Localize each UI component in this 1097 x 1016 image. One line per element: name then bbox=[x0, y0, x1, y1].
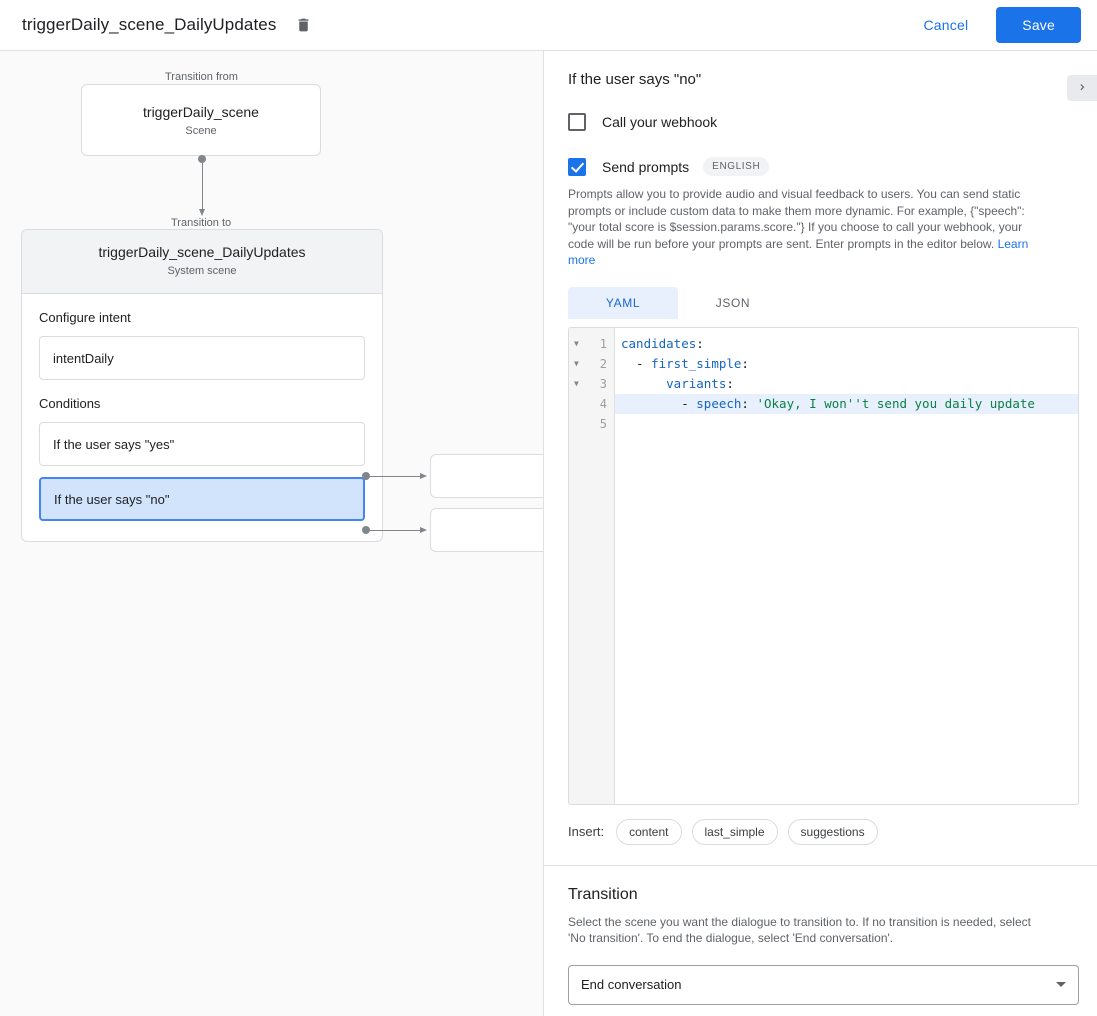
edge-dot bbox=[362, 472, 370, 480]
gutter-line bbox=[569, 334, 614, 354]
call-webhook-label: Call your webhook bbox=[602, 114, 718, 130]
transition-to-label: Transition to bbox=[166, 217, 236, 229]
node-stub-yes[interactable] bbox=[430, 454, 543, 498]
code-token: - bbox=[621, 355, 652, 371]
edge-condition-yes bbox=[362, 471, 427, 481]
chevron-down-icon bbox=[1056, 982, 1066, 987]
connector-dot bbox=[198, 155, 206, 163]
node-to-name: triggerDaily_scene_DailyUpdates bbox=[98, 244, 306, 260]
connector-arrowhead bbox=[199, 209, 205, 216]
prompts-description bbox=[544, 176, 1074, 269]
line-number: 5 bbox=[599, 416, 607, 431]
editor-gutter bbox=[569, 328, 615, 804]
code-token: 'Okay, I won''t send you daily update bbox=[756, 395, 1035, 411]
edge-condition-no bbox=[362, 525, 427, 535]
code-token: : bbox=[726, 375, 734, 391]
code-token bbox=[621, 376, 666, 391]
code-token: - bbox=[621, 395, 697, 411]
insert-label: Insert: bbox=[568, 824, 605, 839]
code-token: first_simple bbox=[651, 355, 742, 371]
line-number: 3 bbox=[599, 376, 607, 391]
fold-arrow-icon[interactable]: ▼ bbox=[574, 359, 579, 368]
insert-chip-content[interactable]: content bbox=[616, 819, 681, 845]
code-token: : bbox=[696, 335, 704, 351]
transition-select-value: End conversation bbox=[581, 977, 682, 992]
node-transition-from[interactable] bbox=[81, 84, 321, 156]
gutter-line bbox=[569, 414, 614, 434]
delete-icon[interactable] bbox=[290, 12, 316, 38]
edge-line bbox=[370, 476, 420, 477]
conditions-title: Conditions bbox=[39, 396, 101, 411]
code-token: : bbox=[741, 395, 757, 411]
call-webhook-checkbox[interactable] bbox=[568, 113, 586, 131]
edge-dot bbox=[362, 526, 370, 534]
gutter-line bbox=[569, 394, 614, 414]
code-token: variants bbox=[666, 375, 727, 391]
insert-chip-suggestions[interactable]: suggestions bbox=[788, 819, 878, 845]
code-token: candidates bbox=[621, 335, 697, 351]
line-number: 2 bbox=[599, 356, 607, 371]
save-button[interactable]: Save bbox=[996, 7, 1081, 43]
transition-from-label: Transition from bbox=[160, 71, 243, 83]
tab-yaml[interactable]: YAML bbox=[568, 287, 678, 319]
node-from-name: triggerDaily_scene bbox=[143, 103, 259, 120]
edge-arrowhead bbox=[420, 473, 427, 479]
language-badge: ENGLISH bbox=[703, 157, 769, 176]
code-token: : bbox=[741, 355, 749, 371]
fold-arrow-icon[interactable]: ▼ bbox=[574, 379, 579, 388]
node-to-type: System scene bbox=[167, 265, 237, 277]
connector-line bbox=[202, 163, 203, 211]
chevron-right-icon[interactable] bbox=[1067, 75, 1097, 101]
editor-format-tabs bbox=[568, 287, 1073, 319]
send-prompts-checkbox[interactable] bbox=[568, 158, 586, 176]
insert-chip-last-simple[interactable]: last_simple bbox=[692, 819, 778, 845]
code-line bbox=[615, 354, 1078, 374]
configure-intent-title: Configure intent bbox=[39, 310, 131, 325]
condition-item-no[interactable]: If the user says "no" bbox=[39, 477, 365, 521]
panel-title: If the user says "no" bbox=[568, 70, 702, 88]
fold-arrow-icon[interactable]: ▼ bbox=[574, 339, 579, 348]
insert-row bbox=[544, 805, 1097, 845]
tab-json[interactable]: JSON bbox=[715, 295, 751, 310]
code-token: speech bbox=[696, 395, 742, 411]
line-number: 1 bbox=[599, 336, 607, 351]
page-title: triggerDaily_scene_DailyUpdates bbox=[22, 15, 277, 34]
cancel-button[interactable]: Cancel bbox=[910, 9, 983, 41]
send-prompts-row bbox=[544, 157, 1097, 176]
code-line bbox=[615, 374, 1078, 394]
details-panel bbox=[543, 51, 1097, 1016]
gutter-line bbox=[569, 354, 614, 374]
transition-section-title: Transition bbox=[568, 885, 638, 903]
node-from-type: Scene bbox=[185, 124, 217, 137]
connector-arrow bbox=[198, 155, 206, 225]
send-prompts-label: Send prompts bbox=[602, 158, 690, 175]
prompt-code-editor[interactable] bbox=[568, 327, 1079, 805]
gutter-line bbox=[569, 374, 614, 394]
transition-select[interactable] bbox=[568, 965, 1079, 1005]
top-bar bbox=[0, 0, 1097, 51]
code-line bbox=[615, 334, 1078, 354]
code-line bbox=[615, 414, 1078, 434]
top-bar-actions bbox=[910, 7, 1097, 43]
edge-line bbox=[370, 530, 420, 531]
intent-field[interactable]: intentDaily bbox=[39, 336, 365, 380]
graph-canvas[interactable] bbox=[0, 51, 543, 1016]
node-transition-to bbox=[21, 229, 383, 542]
editor-code-area[interactable] bbox=[615, 328, 1078, 804]
webhook-row bbox=[544, 113, 1097, 131]
node-to-padding bbox=[22, 521, 382, 541]
transition-description: Select the scene you want the dialogue to transition to. If no transition is needed, select 'No transition'. To end the dialogue, select 'End conversation'. bbox=[568, 914, 1031, 945]
line-number: 4 bbox=[599, 396, 607, 411]
node-stub-no[interactable] bbox=[430, 508, 543, 552]
learn-more-link[interactable]: Learn more bbox=[568, 236, 1029, 267]
edge-arrowhead bbox=[420, 527, 427, 533]
node-to-header[interactable] bbox=[22, 230, 382, 294]
panel-header bbox=[544, 51, 1097, 107]
condition-item-yes[interactable]: If the user says "yes" bbox=[39, 422, 365, 466]
prompts-description-text: Prompts allow you to provide audio and visual feedback to users. You can send static prompts or include custom data to make them more dynamic. For example, {"speech": "your total score is $session.params.score."} If you choose to call your webhook, your code will be run before your prompts are sent. Enter prompts in the editor below. bbox=[568, 187, 1025, 251]
code-line bbox=[615, 394, 1078, 414]
